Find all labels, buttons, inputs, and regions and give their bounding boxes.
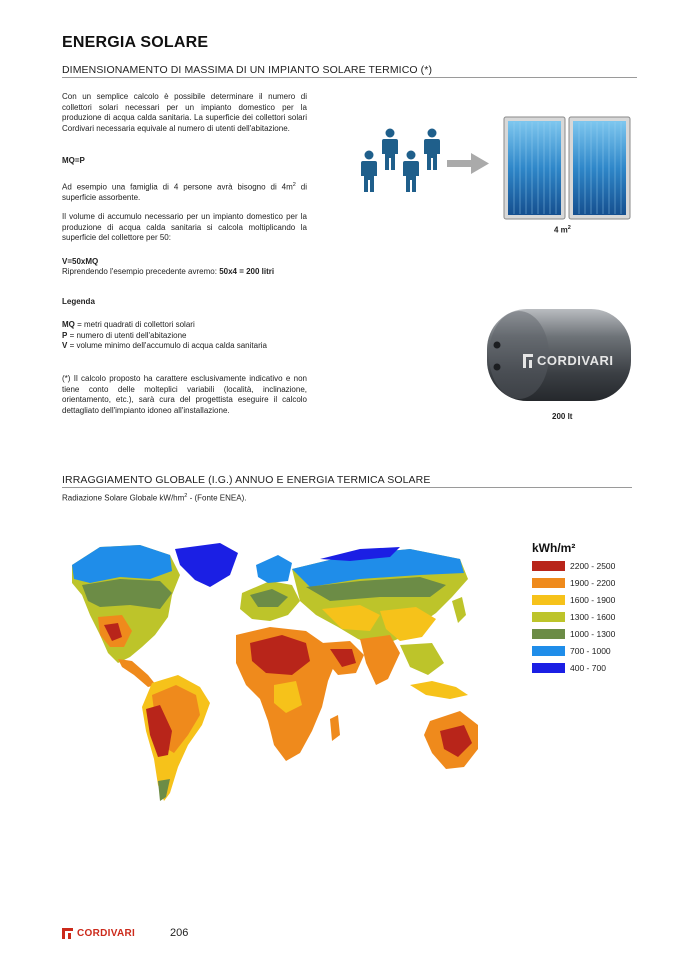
region-scandinavia bbox=[256, 555, 292, 583]
section-divider bbox=[62, 487, 632, 488]
legend-item-mq: MQ = metri quadrati di collettori solari bbox=[62, 320, 195, 329]
volume-paragraph: Il volume di accumulo necessario per un impianto domestico per la produzione di acqua calda sanitaria si calcola moltiplicando la superficie del collettore per 50: bbox=[62, 212, 307, 243]
formula-mq: MQ=P bbox=[62, 156, 85, 165]
map-subtitle: Radiazione Solare Globale $kW/hm^2$ - (Fonte ENEA). bbox=[62, 493, 247, 503]
legend-heading: Legenda bbox=[62, 297, 95, 306]
region-madagascar bbox=[330, 715, 340, 741]
formula-v: V=50xMQ bbox=[62, 257, 99, 266]
page-number: 206 bbox=[170, 927, 189, 939]
solar-collectors-image bbox=[503, 116, 631, 222]
legend-list bbox=[62, 320, 322, 352]
collector-caption: 4 $m^2$ bbox=[554, 225, 571, 235]
legend-item-p: P = numero di utenti dell'abitazione bbox=[62, 330, 187, 340]
legend-item-v: V = volume minimo dell'accumulo di acqua calda sanitaria bbox=[62, 341, 267, 351]
legend-swatch bbox=[532, 646, 565, 656]
legend-swatch bbox=[532, 595, 565, 605]
legend-swatch bbox=[532, 578, 565, 588]
footer-logo bbox=[62, 928, 135, 939]
section-heading-irradiation: IRRAGGIAMENTO GLOBALE (I.G.) ANNUO E ENERGIA TERMICA SOLARE bbox=[62, 474, 431, 486]
map-legend-item: 1000 - 1300 bbox=[532, 628, 615, 640]
region-north-america-canada bbox=[82, 579, 172, 609]
world-irradiation-map bbox=[60, 535, 480, 810]
region-indonesia bbox=[410, 681, 468, 699]
map-legend-item: 1900 - 2200 bbox=[532, 577, 615, 589]
example-paragraph: Ad esempio una famiglia di 4 persone avrà bisogno di $4m^2$ di superficie assorbente. bbox=[62, 182, 307, 203]
section-heading-sizing: DIMENSIONAMENTO DI MASSIMA DI UN IMPIANTO SOLARE TERMICO (*) bbox=[62, 64, 433, 76]
map-legend-title: kWh/m² bbox=[532, 541, 576, 555]
arrow-right-icon bbox=[447, 153, 489, 174]
map-legend-item: 1300 - 1600 bbox=[532, 611, 615, 623]
map-legend-item: 1600 - 1900 bbox=[532, 594, 615, 606]
example2-line: Riprendendo l'esempio precedente avremo: 50x4 = 200 litri bbox=[62, 267, 275, 276]
region-greenland bbox=[175, 543, 238, 587]
map-legend-item: 400 - 700 bbox=[532, 662, 606, 674]
legend-swatch bbox=[532, 612, 565, 622]
note-paragraph: (*) Il calcolo proposto ha carattere esclusivamente indicativo e non tiene conto delle molteplici variabili (località, inclinazione, orientamento, etc.), sarà cura del progettista eseguire il calcolo dettagliato dell'impianto idoneo all'installazione. bbox=[62, 374, 307, 415]
intro-paragraph: Con un semplice calcolo è possibile determinare il numero di collettori solari necessari per un impianto domestico per la produzione di acqua calda sanitaria. La superficie dei collettori solari Cordivari necessaria equivale al numero di utenti dell'abitazione. bbox=[62, 92, 307, 133]
region-india bbox=[360, 635, 400, 685]
region-japan bbox=[452, 597, 466, 623]
tank-brand: CORDIVARI bbox=[537, 353, 614, 368]
legend-swatch bbox=[532, 561, 565, 571]
region-central-america bbox=[118, 659, 156, 687]
footer-brand: CORDIVARI bbox=[77, 928, 136, 939]
legend-swatch bbox=[532, 629, 565, 639]
region-southeast-asia bbox=[400, 643, 444, 675]
section-divider bbox=[62, 77, 637, 78]
cordivari-logo-icon bbox=[62, 928, 74, 939]
map-legend-item: 700 - 1000 bbox=[532, 645, 611, 657]
people-icon bbox=[355, 122, 495, 197]
tank-caption: 200 lt bbox=[552, 412, 573, 421]
legend-swatch bbox=[532, 663, 565, 673]
map-legend-item: 2200 - 2500 bbox=[532, 560, 615, 572]
page-title: ENERGIA SOLARE bbox=[62, 34, 209, 51]
